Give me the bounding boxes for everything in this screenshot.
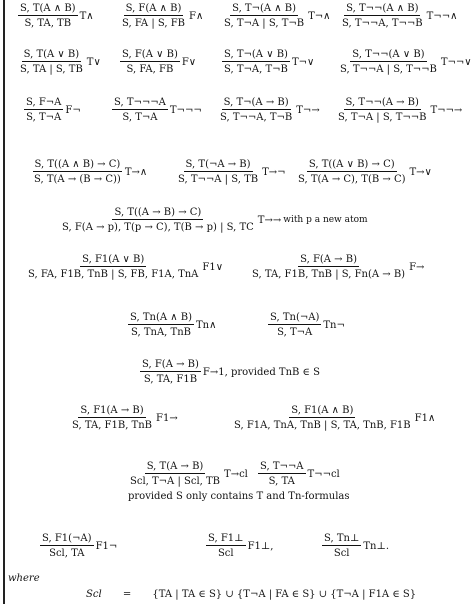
rule-conclusion: S, T¬A, T¬B <box>224 64 288 75</box>
rule-label: T¬¬∧ <box>426 10 458 22</box>
rule-conclusion: S, TA, F1B <box>143 374 198 385</box>
rule-label: T¬¬cl <box>307 468 340 480</box>
rule-t-not-and <box>222 2 330 30</box>
rule-t-imp-and <box>32 158 147 186</box>
rule-conclusion: S, T¬A | S, T¬B <box>224 18 305 29</box>
rule-t-and <box>18 2 94 30</box>
rule-label: F→ <box>409 261 425 273</box>
rule-t-notnot-or <box>338 48 472 76</box>
rule-premise: S, T(A ∧ B) <box>20 3 76 14</box>
rule-premise: S, F1⊥ <box>208 533 244 544</box>
rule-label: F¬ <box>65 104 81 116</box>
rule-label: T¬→ <box>296 104 320 116</box>
rule-label: T→¬ <box>262 166 286 178</box>
rule-premise: S, T¬(A ∧ B) <box>232 3 297 14</box>
rule-conclusion: Scl <box>217 548 234 559</box>
rule-premise: S, T¬¬(A → B) <box>345 97 419 108</box>
rule-t-or <box>18 48 101 76</box>
rule-f1-bottom <box>206 532 273 560</box>
rule-label: T→→ <box>257 214 282 226</box>
rule-label: T→∧ <box>124 166 148 178</box>
rule-note: with p a new atom <box>283 214 368 225</box>
proviso-cl: provided S only contains T and Tn-formulas <box>128 491 350 502</box>
rule-conclusion: S, T(A → C), T(B → C) <box>298 174 406 185</box>
rule-f1-not <box>40 532 117 560</box>
rule-label: F1→ <box>156 412 178 424</box>
rule-t-not-or <box>222 48 314 76</box>
rule-label: T∧ <box>79 10 94 22</box>
rule-premise: S, Tn(A ∧ B) <box>130 312 193 323</box>
rule-premise: S, T((A ∧ B) → C) <box>34 159 121 170</box>
rule-premise: S, Tn(¬A) <box>270 312 320 323</box>
rule-conclusion: S, T¬¬A | S, TB <box>178 174 259 185</box>
rule-conclusion: Scl, TA <box>49 548 85 559</box>
rule-conclusion: S, TA <box>268 476 295 487</box>
rule-conclusion: S, T¬¬A, T¬B <box>220 112 293 123</box>
rule-f-imp <box>250 253 424 281</box>
rule-label: F1¬ <box>95 540 118 552</box>
rule-conclusion: S, T¬¬A | S, T¬¬B <box>340 64 437 75</box>
rule-conclusion: S, T¬¬A, T¬¬B <box>342 18 423 29</box>
rule-conclusion: S, F1A, TnA, TnB | S, TA, TnB, F1B <box>234 420 411 431</box>
rule-f-imp-1 <box>140 358 320 386</box>
rule-premise: S, T¬¬¬A <box>114 97 166 108</box>
rule-premise: S, Tn⊥ <box>324 533 360 544</box>
scl-eq: = <box>122 589 132 600</box>
rule-premise: S, T¬¬(A ∧ B) <box>346 3 419 14</box>
rule-premise: S, T((A → B) → C) <box>114 207 202 218</box>
rule-premise: S, T((A ∨ B) → C) <box>308 159 395 170</box>
rule-f-or <box>120 48 196 76</box>
rule-conclusion: S, F(A → p), T(p → C), T(B → p) | S, TC <box>62 222 254 233</box>
rule-conclusion: S, T¬A <box>26 112 62 123</box>
rule-conclusion: S, FA, FB <box>126 64 174 75</box>
scl-definition <box>86 588 416 601</box>
rule-premise: S, F1(¬A) <box>42 533 92 544</box>
rule-conclusion: S, T¬A <box>277 327 313 338</box>
rule-label: T¬¬∨ <box>440 56 472 68</box>
rule-premise: S, F1(A → B) <box>80 405 144 416</box>
rule-label: F1∨ <box>202 261 224 273</box>
rule-conclusion: S, TA, F1B, TnB <box>72 420 153 431</box>
rule-label: Tn⊥. <box>363 540 390 552</box>
rule-label: F∧ <box>189 10 204 22</box>
rule-label: T→∨ <box>409 166 432 178</box>
rule-t-imp-not <box>176 158 286 186</box>
rule-label: T¬¬¬ <box>169 104 202 116</box>
rule-conclusion: S, FA | S, FB <box>122 18 186 29</box>
rule-premise: S, T(¬A → B) <box>185 159 251 170</box>
rule-premise: S, F1(A ∨ B) <box>82 254 145 265</box>
rule-tn-not <box>268 311 345 339</box>
rule-premise: S, F¬A <box>26 97 62 108</box>
where-label: where <box>8 573 40 584</box>
rule-tn-and <box>128 311 216 339</box>
rule-premise: S, T¬(A ∨ B) <box>224 49 288 60</box>
rule-premise: S, F(A ∧ B) <box>125 3 182 14</box>
rule-f-and <box>120 2 203 30</box>
rule-label: F1⊥, <box>247 540 274 552</box>
rule-f1-imp <box>70 404 178 432</box>
rule-conclusion: S, T¬A <box>122 112 158 123</box>
rule-label: F1∧ <box>414 412 436 424</box>
rule-f1-or <box>26 253 223 281</box>
rule-premise: S, F1(A ∧ B) <box>291 405 354 416</box>
scl-lhs: Scl <box>86 589 102 600</box>
rule-t-notnot-cl <box>258 460 340 488</box>
rule-label: T¬∨ <box>291 56 315 68</box>
rule-conclusion: S, TnA, TnB <box>131 327 191 338</box>
rule-premise: S, T¬¬(A ∨ B) <box>352 49 425 60</box>
rule-t-imp-or <box>296 158 432 186</box>
rule-label: Tn∧ <box>196 319 217 331</box>
rule-conclusion: S, T¬A | S, T¬¬B <box>338 112 427 123</box>
rule-f1-and <box>232 404 435 432</box>
rule-premise: S, T(A ∨ B) <box>23 49 80 60</box>
rule-conclusion: Scl <box>333 548 350 559</box>
left-edge-bar <box>3 0 5 604</box>
rule-conclusion: Scl, T¬A | Scl, TB <box>130 476 221 487</box>
rule-premise: S, T(A → B) <box>146 461 204 472</box>
rule-label: F∨ <box>181 56 197 68</box>
rule-t-notnot-imp <box>336 96 462 124</box>
rule-premise: S, T¬(A → B) <box>223 97 289 108</box>
rule-premise: S, T¬¬A <box>260 461 304 472</box>
rule-label: T¬¬→ <box>430 104 463 116</box>
rule-label: F→1 <box>202 366 225 378</box>
scl-rhs: {TA | TA ∈ S} ∪ {T¬A | FA ∈ S} ∪ {T¬A | F1A ∈ S} <box>152 589 417 600</box>
rule-t-notnot-and <box>340 2 457 30</box>
rule-tn-bottom <box>322 532 389 560</box>
rule-premise: S, F(A → B) <box>300 254 357 265</box>
rule-conclusion: S, TA | S, TB <box>20 64 83 75</box>
rule-t-not-imp <box>218 96 320 124</box>
rule-t-imp-cl <box>128 460 248 488</box>
rule-conclusion: S, T(A → (B → C)) <box>34 174 121 185</box>
rule-premise: S, F(A → B) <box>142 359 199 370</box>
rule-conclusion: S, TA, F1B, TnB | S, Fn(A → B) <box>252 269 406 280</box>
rule-premise: S, F(A ∨ B) <box>122 49 178 60</box>
rule-label: T→cl <box>224 468 248 480</box>
rule-note: , provided TnB ∈ S <box>224 366 320 378</box>
rule-label: T¬∧ <box>308 10 331 22</box>
rule-f-not <box>24 96 81 124</box>
rule-label: T∨ <box>86 56 101 68</box>
rule-conclusion: S, TA, TB <box>24 18 72 29</box>
rule-t-imp-imp <box>60 206 368 234</box>
rule-t-triple-not <box>112 96 202 124</box>
rule-label: Tn¬ <box>323 319 345 331</box>
rule-conclusion: S, FA, F1B, TnB | S, FB, F1A, TnA <box>28 269 199 280</box>
